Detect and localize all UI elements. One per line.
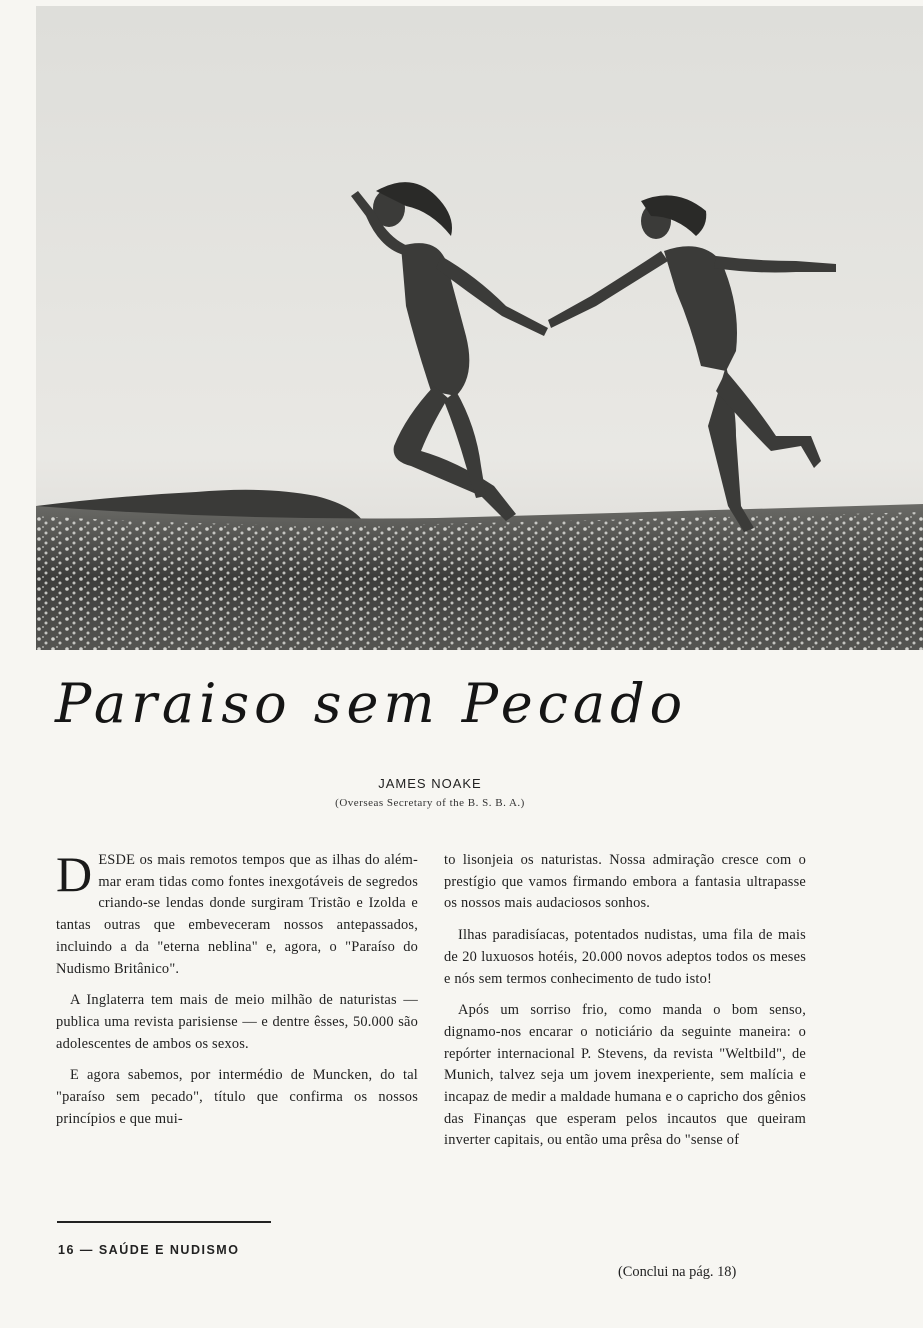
footer-rule xyxy=(57,1221,271,1223)
paragraph-6: Após um sorriso frio, como manda o bom senso, dignamo-nos encarar o noticiário da seguinte maneira: o repórter internacional P. Stevens, da revista "Weltbild", de Munich, talvez seja um jovem inexperiente, sem malícia e incapaz de medir a maldade humana e o capricho dos gênios das Finanças que esperam pelos incautos que queiram inverter capitais, ou então uma prêsa do "sense of xyxy=(444,1002,806,1149)
paragraph-1-text: ESDE os mais remotos tempos que as ilhas do além-mar eram tidas como fontes inexgotáveis de segredos criando-se lendas donde surgiram Tristão e Izolda e tantas outras que embeveceram nossos antepassados, incluindo a da "eterna neblina" e, agora, o "Paraíso do Nudismo Britânico". xyxy=(56,852,418,977)
continued-note: (Conclui na pág. 18) xyxy=(618,1264,737,1280)
paragraph-1 xyxy=(56,846,418,980)
photo-illustration xyxy=(36,6,923,650)
paragraph-3: E agora sabemos, por intermédio de Muncken, do tal "paraíso sem pecado", título que confirma os nossos princípios e que mui- xyxy=(56,1067,418,1127)
drop-cap: D xyxy=(56,846,93,902)
page-footer: 16 — SAÚDE E NUDISMO xyxy=(58,1243,240,1257)
author-name: JAMES NOAKE xyxy=(378,776,482,791)
article-title: Paraiso sem Pecado xyxy=(55,672,688,735)
author-role: (Overseas Secretary of the B. S. B. A.) xyxy=(335,797,525,809)
paragraph-2: A Inglaterra tem mais de meio milhão de naturistas — publica uma revista parisiense — e dentre êsses, 50.000 são adolescentes de ambos os sexos. xyxy=(56,992,418,1052)
photo-two-runners-field xyxy=(36,6,923,650)
article-column-right xyxy=(444,850,806,1162)
paragraph-5: Ilhas paradisíacas, potentados nudistas, uma fila de mais de 20 luxuosos hotéis, 20.000 novos adeptos todos os meses e nós sem termos conhecimento de tudo isto! xyxy=(444,927,806,987)
article-column-left xyxy=(56,846,418,1140)
paragraph-4: to lisonjeia os naturistas. Nossa admiração cresce com o prestígio que vamos firmando embora a fantasia ultrapasse os nossos mais audaciosos sonhos. xyxy=(444,852,806,912)
